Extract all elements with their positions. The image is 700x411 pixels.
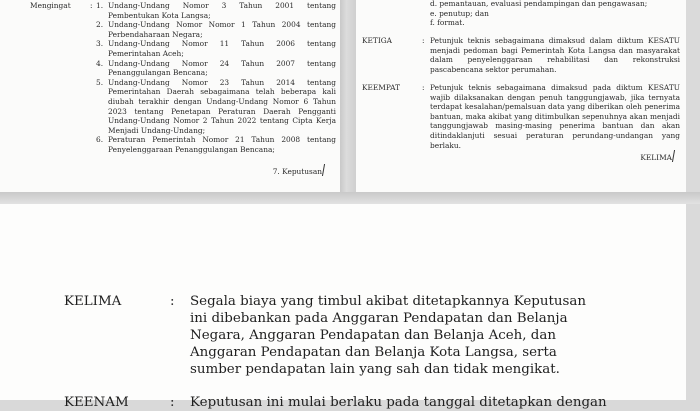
sub-item: f. format. bbox=[430, 18, 465, 28]
right-page: d. pemantauan, evaluasi pendampingan dan pengawasan; e. penutup; dan f. format. KETIGA : Petunjuk teknis sebagaimana dimaksud dalam diktum KESATU menjadi pedoman bagi Pemerintah Kota Langsa dan masyarakat dalam penyelenggaraan rehabilitasi dan rekonstruksi pascabencana sektor perumahan. KEEMPAT : Petunjuk teknis sebagaimana dimaksud pada diktum KESATU wajib dilaksanakan dengan penuh tanggungjawab, jika ternyata terdapat kesalahan/pemalsuan data yang diberikan oleh penerima bantuan, maka akibat yang ditimbulkan sepenuhnya akan menjadi tanggungjawab masing-masing penerima bantuan dan akan ditindaklanjuti sesuai peraturan perundang-undangan yang berlaku. KELIMA bbox=[356, 0, 686, 192]
ketiga-text: Petunjuk teknis sebagaimana dimaksud dalam diktum KESATU menjadi pedoman bagi Pemerintah Kota Langsa dan masyarakat dalam penyelenggaraan rehabilitasi dan rekonstruksi pascabencana sektor perumahan. bbox=[430, 36, 680, 74]
page-continuation: 7. Keputusan bbox=[273, 164, 330, 177]
list-item: 5. Undang-Undang Nomor 23 Tahun 2014 tentang Pemerintahan Daerah sebagaimana telah beberapa kali diubah terakhir dengan Undang-Undang Nomor 6 Tahun 2023 tentang Penetapan Peraturan Daerah Pengganti Undang-Undang Nomor 2 Tahun 2022 tentang Cipta Kerja Menjadi Undang-Undang; bbox=[96, 77, 336, 135]
sub-item: d. pemantauan, evaluasi pendampingan dan pengawasan; bbox=[430, 0, 648, 8]
keenam-text: Keputusan ini mulai berlaku pada tanggal ditetapkan dengan bbox=[190, 395, 607, 410]
keempat-label: KEEMPAT bbox=[362, 83, 401, 92]
list-item: 2. Undang-Undang Nomor Nomor 1 Tahun 2004 tentang Perbendaharaan Negara; bbox=[96, 20, 336, 39]
list-item: 4. Undang-Undang Nomor 24 Tahun 2007 tentang Penanggulangan Bencana; bbox=[96, 58, 336, 78]
page-continuation: KELIMA bbox=[640, 150, 680, 163]
bottom-page: KELIMA : Segala biaya yang timbul akibat ditetapkannya Keputusan ini dibebankan pada Anggaran Pendapatan dan Belanja Negara, Anggaran Pendapatan dan Belanja Aceh, dan Anggaran Pendapatan dan Belanja Kota Langsa, serta sumber pendapatan lain yang sah dan tidak mengikat. KEENAM : Keputusan ini mulai berlaku pada tanggal ditetapkan dengan bbox=[0, 204, 686, 400]
sub-item-list bbox=[430, 0, 680, 28]
ketiga-label: KETIGA bbox=[362, 36, 393, 45]
list-item: 3. Undang-Undang Nomor 11 Tahun 2006 tentang Pemerintahan Aceh; bbox=[96, 39, 336, 58]
page-shadow bbox=[0, 192, 700, 204]
paraf-icon bbox=[322, 164, 331, 176]
list-item: 1. Undang-Undang Nomor 3 Tahun 2001 tentang Pembentukan Kota Langsa; bbox=[96, 1, 336, 20]
kelima-text: Segala biaya yang timbul akibat ditetapkannya Keputusan ini dibebankan pada Anggaran Pendapatan dan Belanja Negara, Anggaran Pendapatan dan Belanja Aceh, dan Anggaran Pendapatan dan Belanja Kota Langsa, serta sumber pendapatan lain yang sah dan tidak mengikat. bbox=[190, 294, 586, 377]
keempat-text: Petunjuk teknis sebagaimana dimaksud pada diktum KESATU wajib dilaksanakan dengan penuh tanggungjawab, jika ternyata terdapat kesalahan/pemalsuan data yang diberikan oleh penerima bantuan, maka akibat yang ditimbulkan sepenuhnya akan menjadi tanggungjawab masing-masing penerima bantuan dan akan ditindaklanjuti sesuai peraturan perundang-undangan yang berlaku. bbox=[430, 83, 680, 150]
sub-item: e. penutup; dan bbox=[430, 8, 489, 18]
left-page bbox=[0, 0, 340, 192]
paraf-icon bbox=[672, 150, 681, 162]
kelima-label: KELIMA bbox=[64, 294, 122, 309]
mengingat-label: Mengingat bbox=[30, 1, 71, 10]
list-item: 6. Peraturan Pemerintah Nomor 21 Tahun 2008 tentang Penyelenggaraan Penanggulangan Bencana; bbox=[96, 135, 336, 154]
keenam-label: KEENAM bbox=[64, 395, 129, 410]
legal-basis-list bbox=[96, 1, 336, 155]
page-gutter bbox=[340, 0, 356, 192]
colon: : bbox=[90, 1, 93, 10]
